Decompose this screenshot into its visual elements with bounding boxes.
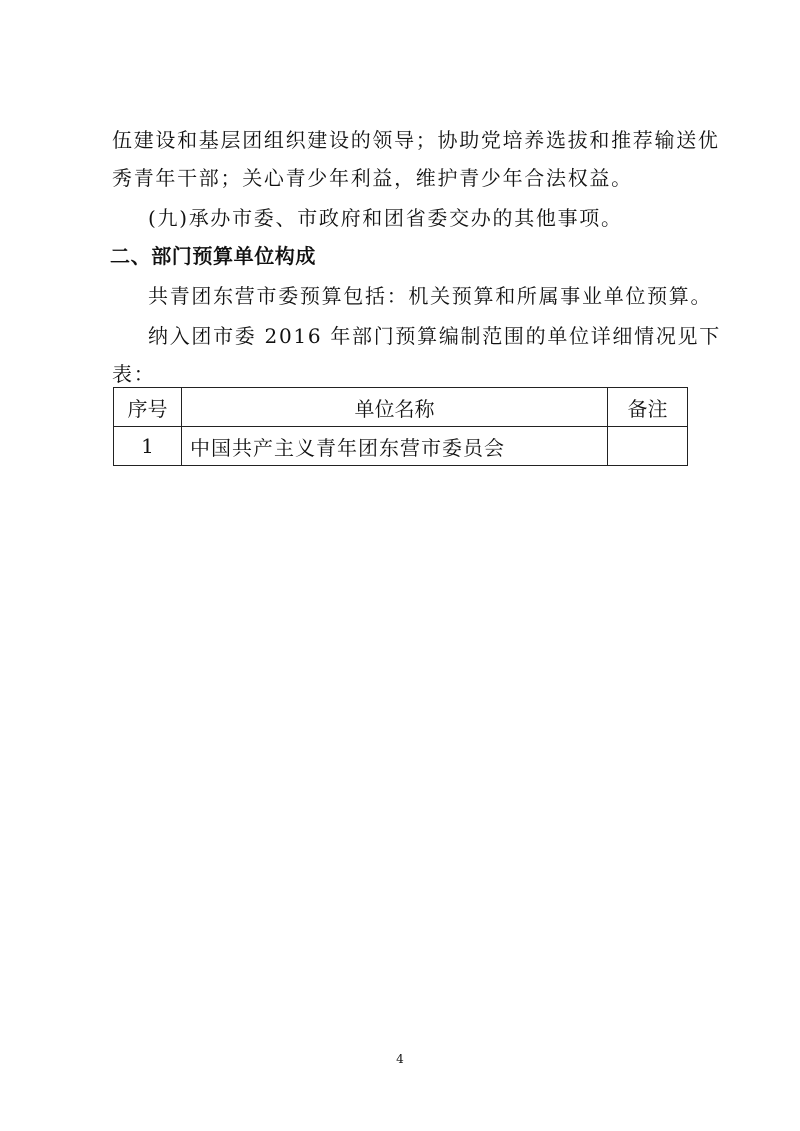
cell-unit-name: 中国共产主义青年团东营市委员会 [182,427,608,466]
cell-index: 1 [114,427,182,466]
cell-remark [608,427,688,466]
budget-units-table [113,387,688,466]
page-number: 4 [396,1052,404,1066]
table-header-row [114,388,688,427]
table-row [114,427,688,466]
header-remark: 备注 [608,388,688,427]
paragraph-line-2: 秀青年干部；关心青少年利益，维护青少年合法权益。 [112,166,633,190]
header-index: 序号 [114,388,182,427]
paragraph-budget-composition: 共青团东营市委预算包括：机关预算和所属事业单位预算。 [148,284,713,308]
paragraph-line-1: 伍建设和基层团组织建设的领导；协助党培养选拔和推荐输送优 [112,128,720,152]
paragraph-item-9: (九)承办市委、市政府和团省委交办的其他事项。 [148,206,623,230]
header-unit-name: 单位名称 [182,388,608,427]
paragraph-unit-scope: 纳入团市委 2016 年部门预算编制范围的单位详细情况见下 [148,324,721,348]
paragraph-unit-scope-end: 表： [112,362,156,386]
section-heading-2: 二、部门预算单位构成 [110,244,316,268]
